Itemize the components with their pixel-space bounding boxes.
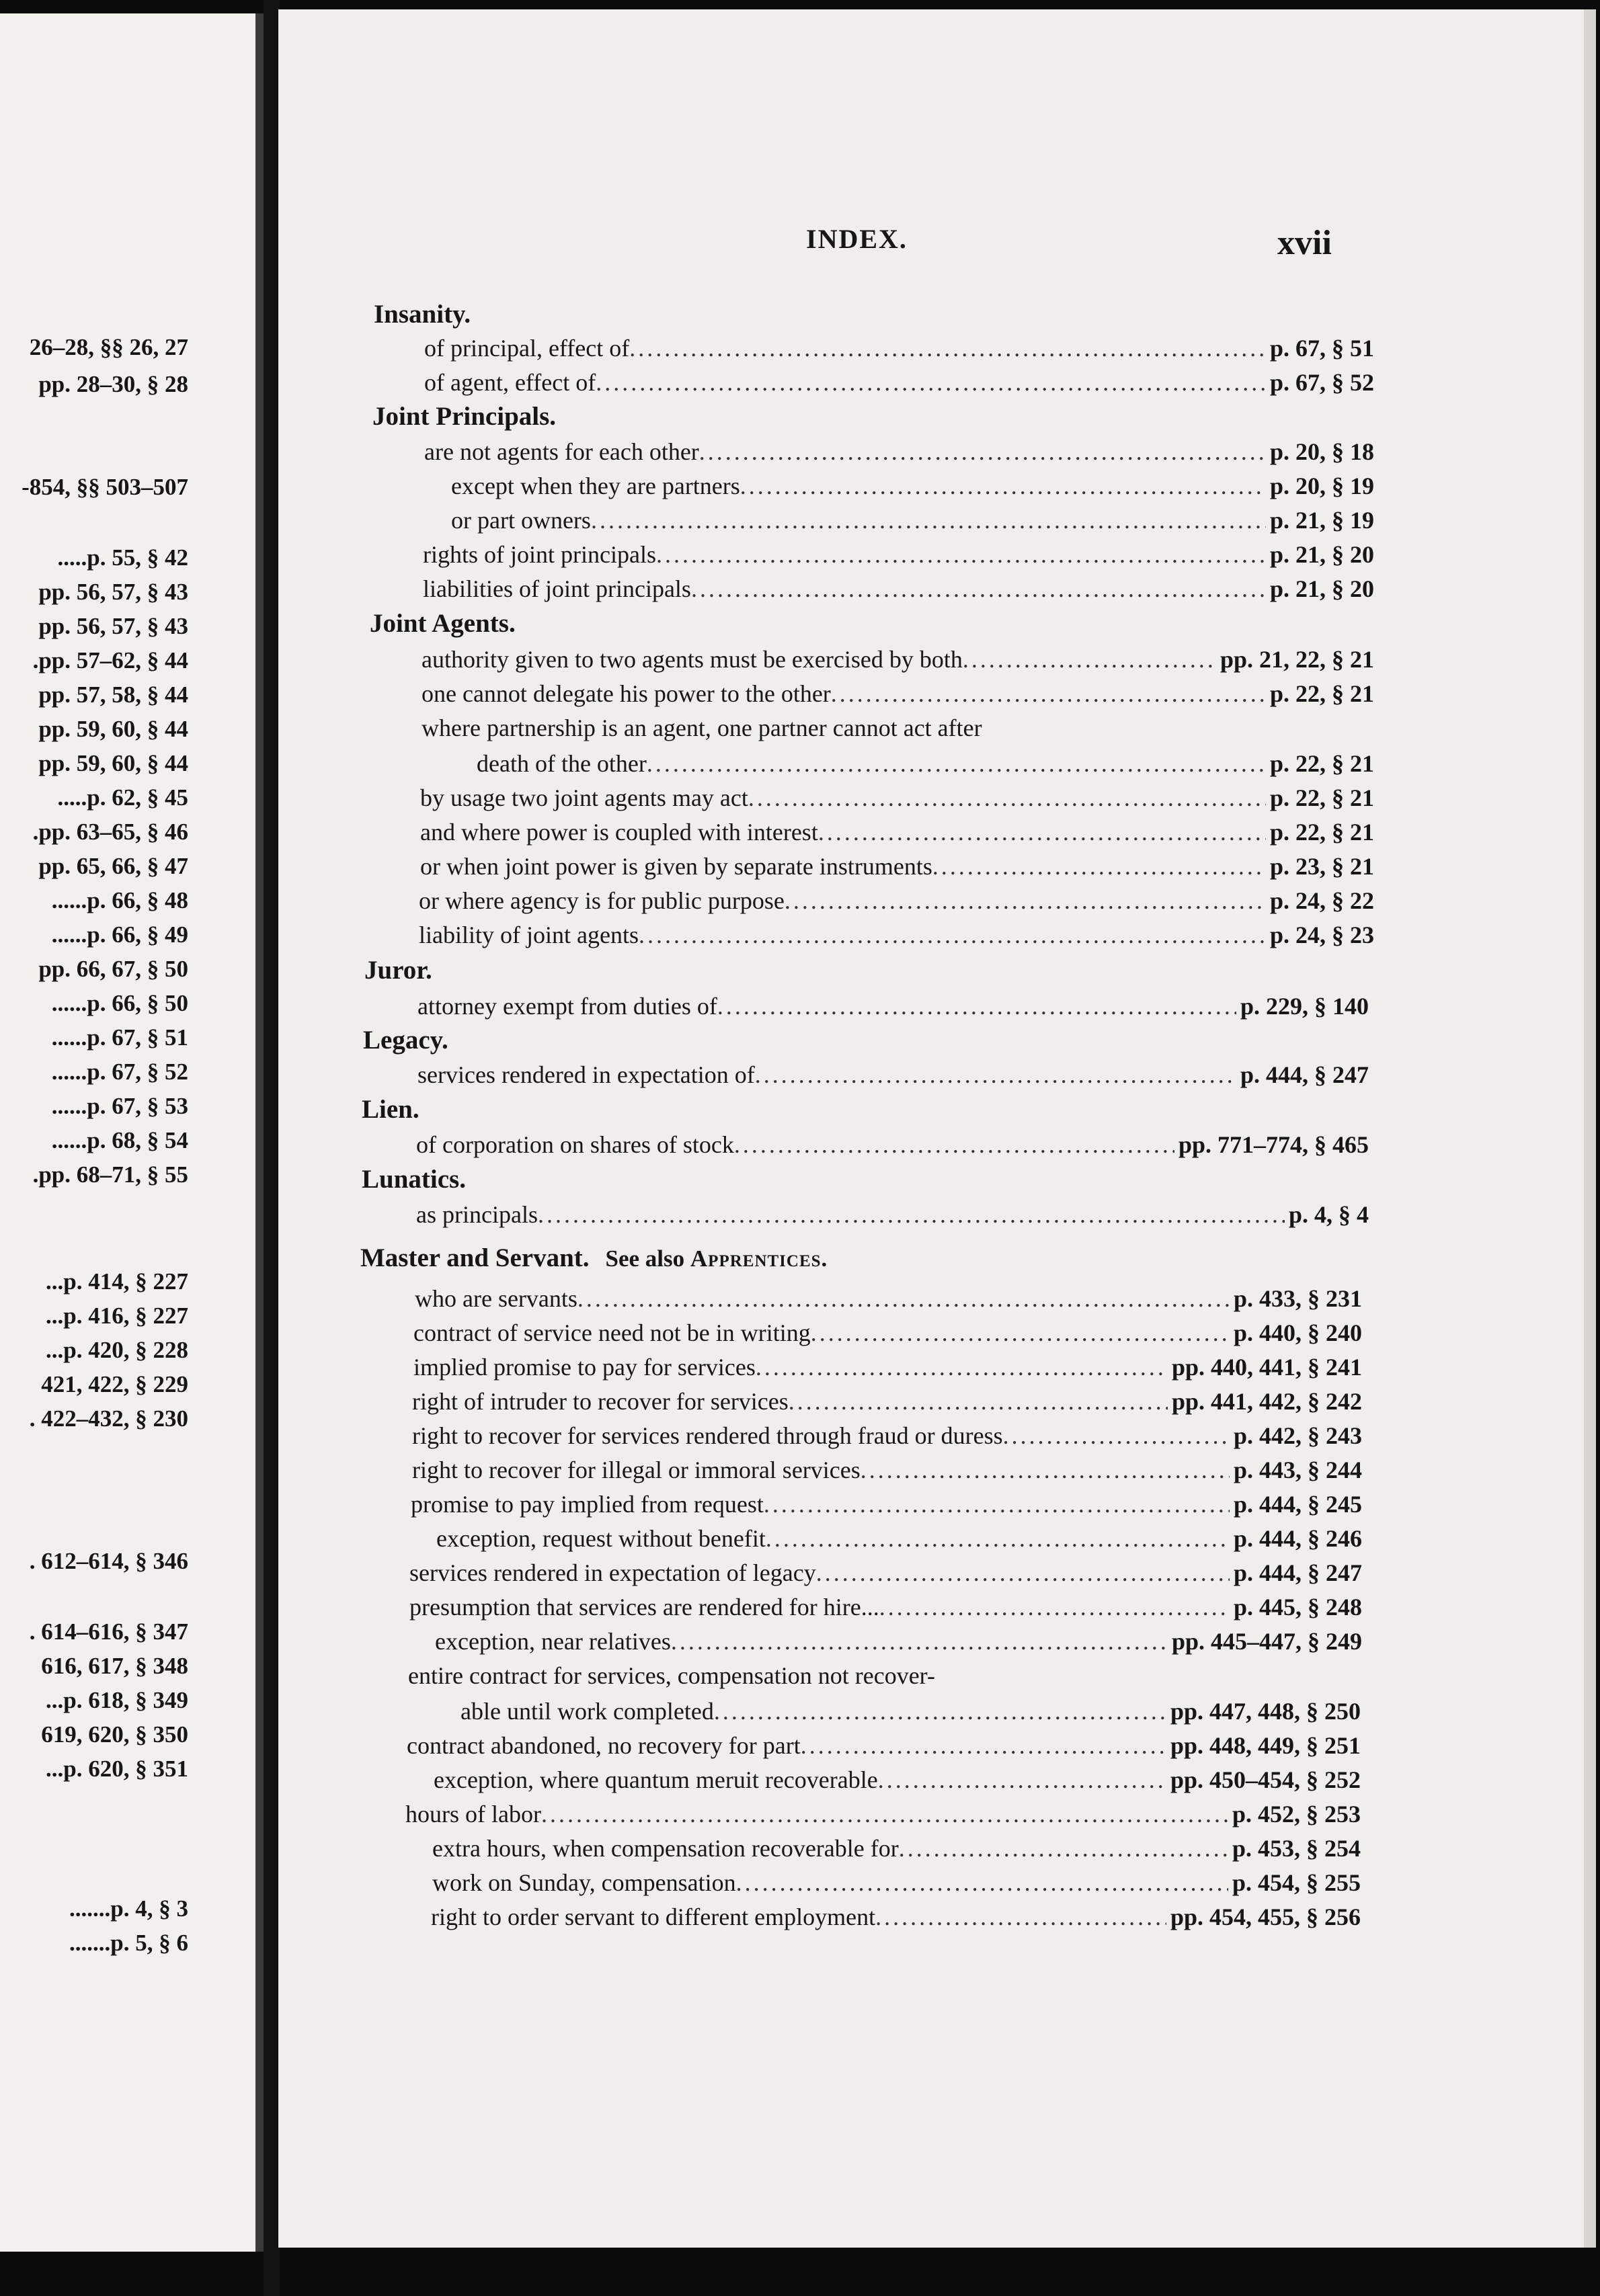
entry-reference: pp. 440, 441, § 241: [1171, 1354, 1362, 1381]
entry-reference: p. 442, § 243: [1233, 1422, 1362, 1449]
entry-text: implied promise to pay for services: [413, 1354, 756, 1381]
leader-dots: [629, 331, 1266, 365]
index-entry: [422, 643, 1374, 676]
index-entry: [477, 747, 1374, 780]
entry-reference: p. 22, § 21: [1269, 784, 1374, 811]
entry-text: death of the other: [477, 750, 647, 777]
leader-dots: [577, 1282, 1230, 1315]
leader-dots: [932, 850, 1266, 883]
index-entry: [432, 1832, 1361, 1865]
left-index-line: pp. 59, 60, § 44: [38, 716, 188, 742]
page-number: xvii: [1277, 224, 1332, 262]
index-heading: Lien.: [362, 1095, 419, 1124]
left-index-line: pp. 65, 66, § 47: [38, 853, 188, 879]
index-entry-continued: [422, 711, 1280, 745]
entry-reference: p. 22, § 21: [1269, 750, 1374, 777]
index-entry: [420, 781, 1374, 815]
leader-dots: [878, 1763, 1166, 1797]
entry-text: entire contract for services, compensation not recover-: [408, 1662, 935, 1689]
leader-dots: [541, 1797, 1228, 1831]
index-entry: [451, 469, 1374, 503]
entry-text: extra hours, when compensation recoverable for: [432, 1835, 899, 1862]
left-index-line: ......p. 67, § 53: [51, 1093, 188, 1119]
index-entry: [412, 1453, 1362, 1487]
left-index-line: .......p. 5, § 6: [69, 1930, 188, 1956]
entry-reference: p. 440, § 240: [1233, 1319, 1362, 1346]
entry-reference: p. 444, § 246: [1233, 1525, 1362, 1552]
leader-dots: [764, 1487, 1230, 1521]
entry-reference: pp. 441, 442, § 242: [1171, 1388, 1362, 1415]
entry-reference: p. 21, § 20: [1269, 575, 1374, 602]
entry-text: right to recover for illegal or immoral services: [412, 1457, 861, 1483]
leader-dots: [861, 1453, 1230, 1487]
index-heading: Insanity.: [374, 300, 471, 329]
leader-dots: [538, 1198, 1285, 1231]
entry-reference: pp. 448, 449, § 251: [1170, 1732, 1361, 1759]
entry-reference: p. 24, § 23: [1269, 921, 1374, 948]
entry-text: right to order servant to different employment: [431, 1903, 876, 1930]
entry-reference: p. 23, § 21: [1269, 853, 1374, 880]
index-entry: [435, 1625, 1362, 1658]
leader-dots: [639, 918, 1266, 952]
left-index-line: ......p. 66, § 48: [51, 887, 188, 913]
index-entry: [409, 1556, 1362, 1590]
index-entry: [416, 1198, 1369, 1231]
index-entry: [416, 1128, 1369, 1161]
entry-reference: p. 433, § 231: [1233, 1285, 1362, 1312]
leader-dots: [748, 781, 1266, 815]
entry-text: right to recover for services rendered through fraud or duress: [412, 1422, 1003, 1449]
left-index-line: 619, 620, § 350: [41, 1721, 188, 1748]
running-title: INDEX.: [806, 224, 908, 254]
entry-reference: pp. 447, 448, § 250: [1170, 1698, 1361, 1725]
index-entry: [451, 503, 1374, 537]
entry-text: work on Sunday, compensation: [432, 1869, 736, 1896]
left-index-line: pp. 57, 58, § 44: [38, 682, 188, 708]
index-entry: [424, 366, 1374, 399]
leader-dots: [714, 1694, 1166, 1728]
entry-reference: p. 4, § 4: [1288, 1201, 1369, 1228]
left-index-line: pp. 59, 60, § 44: [38, 750, 188, 776]
index-entry: [422, 677, 1374, 710]
left-index-line: .....p. 55, § 42: [57, 544, 188, 571]
entry-text: right of intruder to recover for services: [412, 1388, 789, 1415]
leader-dots: [591, 503, 1266, 537]
left-index-line: ...p. 420, § 228: [46, 1337, 188, 1363]
entry-text: attorney exempt from duties of: [417, 993, 717, 1020]
entry-reference: p. 445, § 248: [1233, 1594, 1362, 1621]
index-entry: [417, 1058, 1369, 1092]
entry-text: or where agency is for public purpose: [419, 887, 785, 914]
leader-dots: [785, 884, 1266, 917]
entry-text: by usage two joint agents may act: [420, 784, 748, 811]
entry-text: contract of service need not be in writing: [413, 1319, 811, 1346]
leader-dots: [816, 1556, 1230, 1590]
leader-dots: [766, 1522, 1230, 1555]
entry-text: authority given to two agents must be exercised by both: [422, 646, 963, 673]
index-entry: [424, 331, 1374, 365]
right-page: [278, 9, 1596, 2248]
index-entry: [419, 884, 1374, 917]
leader-dots: [656, 538, 1266, 571]
leader-dots: [691, 572, 1266, 606]
left-index-line: pp. 56, 57, § 43: [38, 579, 188, 605]
index-entry: [431, 1900, 1361, 1934]
entry-reference: p. 67, § 52: [1269, 369, 1374, 396]
left-index-line: ......p. 68, § 54: [51, 1127, 188, 1153]
left-index-line: . 612–614, § 346: [29, 1548, 188, 1574]
index-entry: [420, 815, 1374, 849]
index-entry: [434, 1763, 1361, 1797]
index-heading: Lunatics.: [362, 1165, 466, 1194]
entry-text: of agent, effect of: [424, 369, 596, 396]
leader-dots: [671, 1625, 1168, 1658]
index-entry: [436, 1522, 1362, 1555]
entry-reference: p. 21, § 20: [1269, 541, 1374, 568]
entry-reference: p. 229, § 140: [1240, 993, 1369, 1020]
entry-text: contract abandoned, no recovery for part: [407, 1732, 801, 1759]
entry-text: exception, near relatives: [435, 1628, 671, 1655]
entry-text: services rendered in expectation of: [417, 1061, 755, 1088]
entry-reference: p. 24, § 22: [1269, 887, 1374, 914]
left-index-line: pp. 56, 57, § 43: [38, 613, 188, 639]
index-entry: [420, 850, 1374, 883]
leader-dots: [736, 1866, 1228, 1899]
entry-text: hours of labor: [405, 1801, 541, 1828]
left-index-line: -854, §§ 503–507: [22, 474, 188, 500]
index-entry: [412, 1385, 1362, 1418]
entry-text: exception, where quantum meruit recoverable: [434, 1766, 878, 1793]
entry-reference: p. 444, § 247: [1240, 1061, 1369, 1088]
entry-text: liability of joint agents: [419, 921, 639, 948]
leader-dots: [699, 435, 1266, 468]
entry-text: or part owners: [451, 507, 591, 534]
leader-dots: [818, 815, 1266, 849]
leader-dots: [740, 469, 1266, 503]
index-entry: [417, 989, 1369, 1023]
index-heading: [360, 1241, 828, 1276]
entry-reference: p. 67, § 51: [1269, 335, 1374, 362]
entry-reference: p. 20, § 18: [1269, 438, 1374, 465]
entry-text: who are servants: [415, 1285, 577, 1312]
leader-dots: [734, 1128, 1174, 1161]
entry-text: services rendered in expectation of legacy: [409, 1559, 816, 1586]
entry-reference: pp. 21, 22, § 21: [1219, 646, 1374, 673]
entry-reference: p. 444, § 245: [1233, 1491, 1362, 1518]
entry-text: exception, request without benefit: [436, 1525, 766, 1552]
entry-text: are not agents for each other: [424, 438, 699, 465]
left-index-line: ...p. 416, § 227: [46, 1303, 188, 1329]
left-index-line: 26–28, §§ 26, 27: [29, 334, 188, 360]
index-entry: [405, 1797, 1361, 1831]
entry-text: of principal, effect of: [424, 335, 630, 362]
entry-reference: p. 22, § 21: [1269, 680, 1374, 707]
left-page: [0, 13, 264, 2252]
index-entry-continued: [408, 1659, 1267, 1692]
index-entry: [407, 1729, 1361, 1762]
see-also-reference: Apprentices.: [690, 1245, 828, 1272]
left-index-line: pp. 28–30, § 28: [38, 371, 188, 397]
index-entry: [411, 1487, 1362, 1521]
index-entry: [413, 1350, 1362, 1384]
entry-reference: p. 21, § 19: [1269, 507, 1374, 534]
entry-text: rights of joint principals: [423, 541, 656, 568]
index-entry: [409, 1590, 1362, 1624]
entry-text: and where power is coupled with interest: [420, 819, 818, 846]
entry-reference: p. 454, § 255: [1232, 1869, 1361, 1896]
entry-text: promise to pay implied from request: [411, 1491, 764, 1518]
index-entry: [423, 538, 1374, 571]
index-entry: [461, 1694, 1361, 1728]
left-index-line: 421, 422, § 229: [41, 1371, 188, 1397]
leader-dots: [647, 747, 1266, 780]
leader-dots: [963, 643, 1216, 676]
heading-text: Master and Servant.: [360, 1243, 590, 1272]
entry-reference: p. 453, § 254: [1232, 1835, 1361, 1862]
index-entry: [412, 1419, 1362, 1452]
entry-text: except when they are partners: [451, 473, 740, 499]
entry-reference: p. 444, § 247: [1233, 1559, 1362, 1586]
left-index-line: .pp. 63–65, § 46: [32, 819, 188, 845]
entry-text: as principals: [416, 1201, 538, 1228]
leader-dots: [801, 1729, 1166, 1762]
entry-text: able until work completed: [461, 1698, 714, 1725]
left-index-line: ......p. 66, § 49: [51, 921, 188, 948]
entry-reference: p. 20, § 19: [1269, 473, 1374, 499]
index-entry: [424, 435, 1374, 468]
index-heading: Joint Agents.: [370, 609, 516, 638]
entry-text: where partnership is an agent, one partner cannot act after: [422, 714, 982, 741]
leader-dots: [879, 1590, 1230, 1624]
index-heading: Joint Principals.: [372, 402, 557, 431]
left-index-line: .pp. 68–71, § 55: [32, 1161, 188, 1188]
index-entry: [423, 572, 1374, 606]
left-index-line: ......p. 66, § 50: [51, 990, 188, 1016]
leader-dots: [755, 1058, 1236, 1092]
see-also-text: See also: [605, 1245, 685, 1272]
entry-text: of corporation on shares of stock: [416, 1131, 734, 1158]
book-gutter: [264, 0, 280, 2296]
entry-reference: p. 452, § 253: [1232, 1801, 1361, 1828]
entry-reference: pp. 450–454, § 252: [1170, 1766, 1361, 1793]
leader-dots: [875, 1900, 1166, 1934]
left-index-line: 616, 617, § 348: [41, 1653, 188, 1679]
entry-text: liabilities of joint principals: [423, 575, 691, 602]
index-entry: [415, 1282, 1362, 1315]
left-index-line: . 614–616, § 347: [29, 1618, 188, 1645]
see-also-label: [606, 1245, 828, 1272]
leader-dots: [789, 1385, 1168, 1418]
index-heading: Juror.: [364, 956, 432, 985]
page-edge: [255, 13, 264, 2252]
entry-reference: p. 443, § 244: [1233, 1457, 1362, 1483]
left-index-line: .......p. 4, § 3: [69, 1895, 188, 1922]
left-index-line: . 422–432, § 230: [29, 1405, 188, 1432]
entry-reference: pp. 445–447, § 249: [1171, 1628, 1362, 1655]
index-heading: Legacy.: [363, 1026, 448, 1055]
index-entry: [413, 1316, 1362, 1350]
entry-reference: pp. 454, 455, § 256: [1170, 1903, 1361, 1930]
left-index-line: ......p. 67, § 51: [51, 1024, 188, 1051]
left-index-line: ...p. 620, § 351: [46, 1756, 188, 1782]
left-index-line: ...p. 414, § 227: [46, 1268, 188, 1295]
leader-dots: [831, 677, 1266, 710]
entry-text: one cannot delegate his power to the other: [422, 680, 831, 707]
index-entry: [419, 918, 1374, 952]
page-edge: [1584, 9, 1596, 2248]
entry-reference: pp. 771–774, § 465: [1178, 1131, 1369, 1158]
left-index-line: .pp. 57–62, § 44: [32, 647, 188, 673]
index-entry: [432, 1866, 1361, 1899]
entry-text: presumption that services are rendered for hire...: [409, 1594, 879, 1621]
leader-dots: [756, 1350, 1168, 1384]
leader-dots: [596, 366, 1266, 399]
leader-dots: [899, 1832, 1228, 1865]
entry-text: or when joint power is given by separate instruments: [420, 853, 932, 880]
left-index-line: ...p. 618, § 349: [46, 1687, 188, 1713]
entry-reference: p. 22, § 21: [1269, 819, 1374, 846]
left-index-line: .....p. 62, § 45: [57, 784, 188, 811]
left-index-line: ......p. 67, § 52: [51, 1059, 188, 1085]
left-index-line: pp. 66, 67, § 50: [38, 956, 188, 982]
leader-dots: [717, 989, 1236, 1023]
leader-dots: [1003, 1419, 1230, 1452]
leader-dots: [811, 1316, 1230, 1350]
